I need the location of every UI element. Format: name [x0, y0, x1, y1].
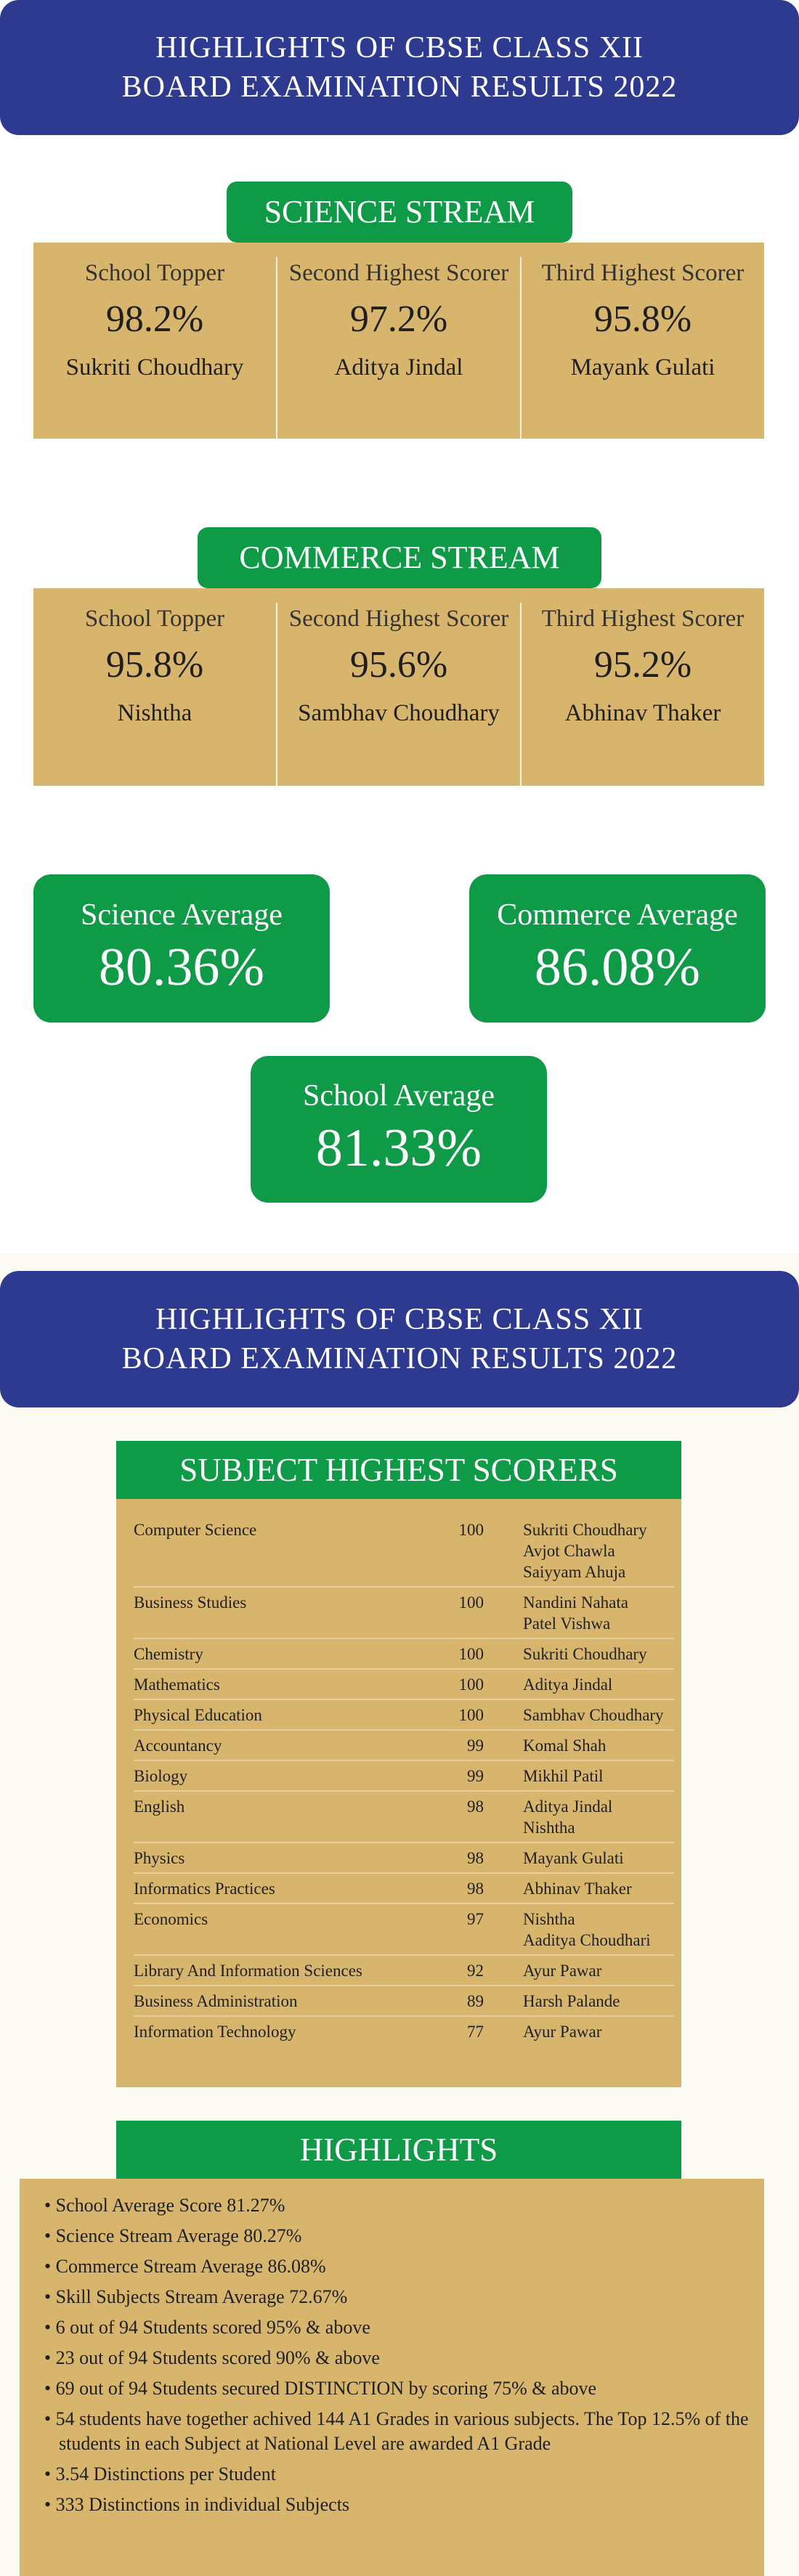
subject-score: 100	[458, 1706, 484, 1724]
subject-name: Economics	[134, 1910, 208, 1928]
subject-name: Biology	[134, 1767, 188, 1785]
scorer-name: Ayur Pawar	[523, 1962, 602, 1980]
list-item: • 333 Distinctions in individual Subjects	[44, 2494, 350, 2515]
subject-score: 100	[458, 1645, 484, 1663]
table-row	[134, 1588, 674, 1639]
subject-name: English	[134, 1797, 185, 1816]
subject-score: 100	[458, 1593, 484, 1612]
table-row	[134, 1874, 674, 1904]
table-row	[134, 1956, 674, 1986]
header-line-2: BOARD EXAMINATION RESULTS 2022	[121, 70, 678, 104]
scorer-name: Nandini Nahata	[523, 1593, 628, 1612]
header-line-2: BOARD EXAMINATION RESULTS 2022	[121, 1342, 678, 1376]
subject-scorers-table	[116, 1499, 681, 2087]
score-caption: Second Highest Scorer	[288, 606, 509, 632]
scorer-name: Mayank Gulati	[523, 1849, 624, 1867]
table-row	[134, 1761, 674, 1792]
scorer-name: Harsh Palande	[523, 1992, 620, 2010]
scorer-names	[523, 1909, 651, 1951]
table-row	[134, 2017, 674, 2046]
score-value: 95.8%	[593, 298, 692, 340]
highlights-list	[20, 2179, 764, 2576]
student-name: Aditya Jindal	[334, 354, 463, 381]
subject-name: Physics	[134, 1849, 185, 1867]
scorer-name: Sukriti Choudhary	[523, 1645, 647, 1663]
scorer-names	[523, 1878, 632, 1899]
school-average-card	[251, 1056, 547, 1203]
scorer-name: Komal Shah	[523, 1736, 607, 1755]
subject-name: Physical Education	[134, 1706, 262, 1724]
average-label: Science Average	[81, 898, 283, 932]
table-row	[134, 1670, 674, 1700]
table-row	[134, 1515, 674, 1588]
scorer-name: Patel Vishwa	[523, 1614, 611, 1633]
secondary-header-banner	[0, 1271, 799, 1407]
subject-score: 99	[467, 1736, 484, 1755]
subject-score: 98	[467, 1880, 484, 1898]
student-name: Nishtha	[117, 700, 192, 726]
subject-score: 98	[467, 1849, 484, 1867]
list-item: • 54 students have together achived 144 A1 Grades in various subjects. The Top 12.5% of the students in each Subject at National Level are awarded A1 Grade	[44, 2408, 749, 2454]
scorer-name: Sambhav Choudhary	[523, 1706, 664, 1724]
subject-score: 99	[467, 1767, 484, 1785]
score-caption: Third Highest Scorer	[541, 606, 745, 632]
page-header-banner	[0, 0, 799, 135]
scorer-names	[523, 1848, 624, 1869]
scorer-names	[523, 1519, 647, 1582]
student-name: Sukriti Choudhary	[65, 354, 244, 381]
student-name: Mayank Gulati	[570, 354, 715, 381]
scorer-names	[523, 1705, 664, 1726]
score-value: 98.2%	[105, 298, 204, 340]
average-value: 86.08%	[534, 938, 701, 997]
subject-name: Library And Information Sciences	[134, 1962, 362, 1980]
scorer-name: Nishtha	[523, 1910, 575, 1928]
subject-highest-scorers-heading: SUBJECT HIGHEST SCORERS	[116, 1441, 681, 1499]
list-item: • Skill Subjects Stream Average 72.67%	[44, 2286, 348, 2307]
list-item: • 69 out of 94 Students secured DISTINCTION by scoring 75% & above	[44, 2378, 597, 2399]
score-value: 97.2%	[349, 298, 448, 340]
scorer-names	[523, 1796, 612, 1838]
score-caption: Second Highest Scorer	[288, 260, 509, 286]
table-row	[134, 1792, 674, 1843]
subject-score: 89	[467, 1992, 484, 2010]
table-row	[134, 1986, 674, 2017]
scorer-name: Aditya Jindal	[523, 1675, 613, 1694]
average-value: 81.33%	[315, 1118, 482, 1178]
table-row	[134, 1700, 674, 1731]
list-item: • 3.54 Distinctions per Student	[44, 2463, 276, 2484]
scorer-names	[523, 1643, 647, 1665]
list-item: • Commerce Stream Average 86.08%	[44, 2256, 326, 2277]
subject-name: Information Technology	[134, 2023, 296, 2041]
score-value: 95.2%	[593, 644, 692, 686]
scorer-name: Ayur Pawar	[523, 2023, 602, 2041]
scorer-names	[523, 1674, 612, 1695]
scorer-name: Aaditya Choudhari	[523, 1931, 651, 1949]
scorer-name: Sukriti Choudhary	[523, 1521, 647, 1539]
scorer-name: Avjot Chawla	[523, 1542, 615, 1560]
scorer-names	[523, 1766, 604, 1787]
scorer-name: Mikhil Patil	[523, 1767, 604, 1785]
table-row	[134, 1639, 674, 1670]
scorer-names	[523, 1592, 628, 1634]
subject-score: 77	[467, 2023, 484, 2041]
average-value: 80.36%	[98, 938, 265, 997]
science-topper-column	[33, 257, 276, 439]
score-caption: School Topper	[84, 260, 225, 286]
score-caption: School Topper	[84, 606, 225, 632]
list-item: • 23 out of 94 Students scored 90% & above	[44, 2347, 380, 2368]
subject-score: 100	[458, 1521, 484, 1539]
list-item: • School Average Score 81.27%	[44, 2195, 285, 2216]
subject-name: Chemistry	[134, 1645, 203, 1663]
subject-score: 97	[467, 1910, 484, 1928]
scorer-name: Saiyyam Ahuja	[523, 1563, 626, 1581]
subject-name: Computer Science	[134, 1521, 257, 1539]
table-row	[134, 1843, 674, 1874]
table-row	[134, 1904, 674, 1956]
header-line-1: HIGHLIGHTS OF CBSE CLASS XII	[155, 31, 644, 65]
average-label: Commerce Average	[497, 898, 738, 932]
science-average-card	[33, 874, 330, 1023]
commerce-average-card	[469, 874, 766, 1023]
subject-name: Business Studies	[134, 1593, 247, 1612]
science-second-column	[276, 257, 520, 439]
scorer-name: Nishtha	[523, 1819, 575, 1837]
average-label: School Average	[303, 1079, 495, 1113]
subject-name: Business Administration	[134, 1992, 298, 2010]
scorer-names	[523, 1735, 606, 1756]
scorer-name: Aditya Jindal	[523, 1797, 613, 1816]
table-row	[134, 1731, 674, 1761]
student-name: Sambhav Choudhary	[298, 700, 500, 726]
science-third-column	[520, 257, 764, 439]
commerce-third-column	[520, 603, 764, 786]
score-value: 95.8%	[105, 644, 204, 686]
highlights-heading: HIGHLIGHTS	[116, 2121, 681, 2179]
science-stream-heading: SCIENCE STREAM	[227, 182, 572, 243]
subject-name: Mathematics	[134, 1675, 220, 1694]
subject-name: Accountancy	[134, 1736, 222, 1755]
score-caption: Third Highest Scorer	[541, 260, 745, 286]
subject-score: 100	[458, 1675, 484, 1694]
commerce-topper-column	[33, 603, 276, 786]
student-name: Abhinav Thaker	[564, 700, 721, 726]
scorer-names	[523, 1960, 601, 1981]
science-scores-panel	[33, 243, 764, 439]
commerce-scores-panel	[33, 588, 764, 786]
scorer-names	[523, 2021, 601, 2042]
subject-score: 98	[467, 1797, 484, 1816]
scorer-names	[523, 1991, 620, 2012]
subject-score: 92	[467, 1962, 484, 1980]
commerce-second-column	[276, 603, 520, 786]
header-line-1: HIGHLIGHTS OF CBSE CLASS XII	[155, 1303, 644, 1336]
scorer-name: Abhinav Thaker	[523, 1880, 632, 1898]
commerce-stream-heading: COMMERCE STREAM	[198, 527, 601, 588]
subject-name: Informatics Practices	[134, 1880, 275, 1898]
list-item: • Science Stream Average 80.27%	[44, 2225, 302, 2246]
list-item: • 6 out of 94 Students scored 95% & above	[44, 2317, 370, 2338]
score-value: 95.6%	[349, 644, 448, 686]
